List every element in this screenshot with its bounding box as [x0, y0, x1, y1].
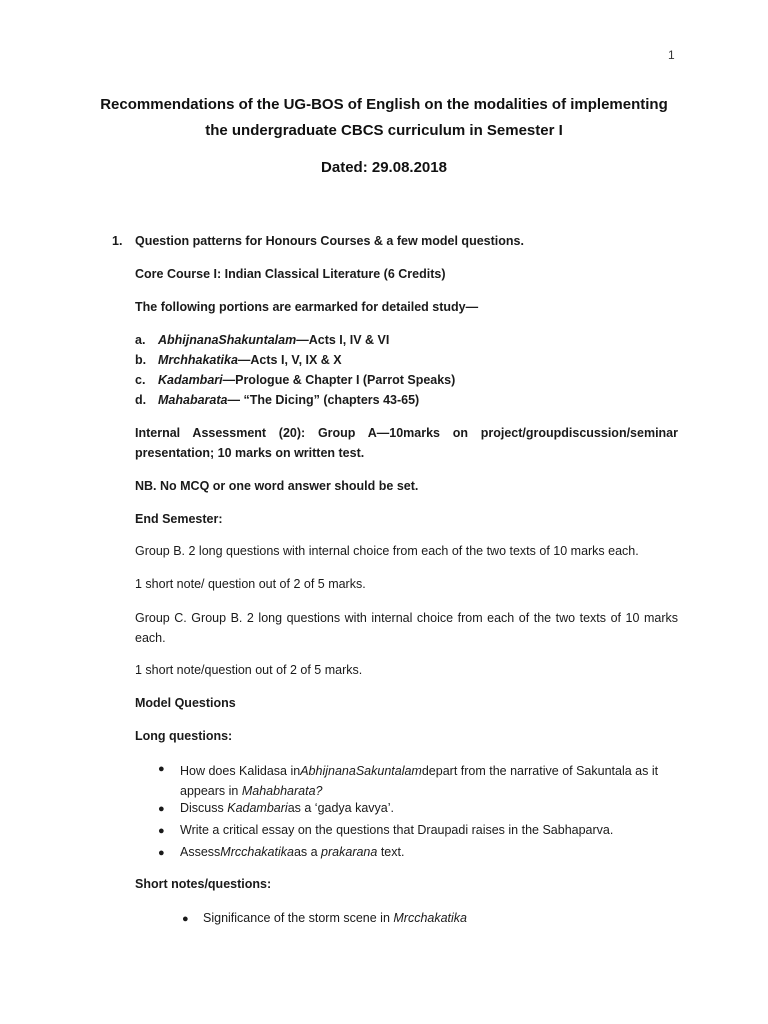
core-course-title: Core Course I: Indian Classical Literature (6 Credits) — [135, 267, 446, 281]
section-number: 1. — [112, 234, 123, 248]
short-note — [203, 911, 467, 925]
list-letter: d. — [135, 393, 147, 407]
group-b-text: Group B. 2 long questions with internal choice from each of the two texts of 10 marks each. — [135, 544, 639, 558]
portions-intro: The following portions are earmarked for detailed study— — [135, 300, 479, 314]
bullet-icon: ● — [158, 803, 165, 815]
bullet-icon: ● — [182, 913, 189, 925]
list-letter: a. — [135, 333, 146, 347]
document-title — [60, 92, 708, 144]
work-title: Mrcchakatika — [220, 845, 294, 859]
internal-assessment: Internal Assessment (20): Group A—10marks on project/groupdiscussion/seminar presentation; 10 marks on written test. — [135, 426, 678, 460]
question-text: Discuss — [180, 801, 228, 815]
document-date: Dated: 29.08.2018 — [321, 159, 447, 176]
title-line-2: the undergraduate CBCS curriculum in Semester I — [205, 122, 563, 139]
title-line-1: Recommendations of the UG-BOS of English on the modalities of implementing — [100, 96, 668, 113]
long-question: Write a critical essay on the questions that Draupadi raises in the Sabhaparva. — [180, 823, 614, 837]
long-question — [180, 845, 404, 859]
genre-term: prakarana — [321, 845, 378, 859]
list-letter: b. — [135, 353, 147, 367]
work-title: Mrcchakatika — [393, 911, 468, 925]
work-portion: —Acts I, IV & VI — [296, 333, 390, 347]
work-title: Mahabharata? — [241, 784, 323, 798]
bullet-icon: ● — [158, 847, 165, 859]
short-note-text: 1 short note/question out of 2 of 5 marks. — [135, 663, 363, 677]
short-notes-label: Short notes/questions: — [135, 877, 272, 891]
long-question — [180, 761, 678, 801]
note-text: Significance of the storm scene in — [203, 911, 394, 925]
bullet-icon: ● — [158, 763, 165, 775]
page-number: 1 — [668, 48, 675, 62]
group-c-text: Group C. Group B. 2 long questions with internal choice from each of the two texts of 10 marks each. — [135, 611, 678, 645]
question-text: text. — [377, 845, 405, 859]
end-semester-label: End Semester: — [135, 512, 223, 526]
question-text: as a ‘gadya kavya’. — [287, 801, 394, 815]
short-note-text: 1 short note/ question out of 2 of 5 marks. — [135, 577, 366, 591]
nb-note: NB. No MCQ or one word answer should be set. — [135, 479, 419, 493]
section-heading: Question patterns for Honours Courses & a few model questions. — [135, 234, 524, 248]
work-title: Kadambari — [158, 373, 223, 387]
bullet-icon: ● — [158, 825, 165, 837]
question-text: as a — [293, 845, 322, 859]
model-questions-label: Model Questions — [135, 696, 236, 710]
work-title: Kadambari — [227, 801, 288, 815]
work-title: AbhijnanaShakuntalam — [158, 333, 297, 347]
list-item — [158, 393, 419, 407]
question-text: How does Kalidasa in — [180, 764, 301, 778]
list-item — [158, 333, 389, 347]
work-title: Mrchhakatika — [158, 353, 238, 367]
question-text: Assess — [180, 845, 221, 859]
work-portion: — “The Dicing” (chapters 43-65) — [227, 393, 420, 407]
work-portion: —Acts I, V, IX & X — [237, 353, 342, 367]
list-item — [158, 373, 455, 387]
work-title: AbhijnanaSakuntalam — [300, 764, 422, 778]
question-text: depart from the narrative of Sakuntala as it appears in — [180, 764, 659, 798]
list-item — [158, 353, 342, 367]
list-letter: c. — [135, 373, 146, 387]
long-questions-label: Long questions: — [135, 729, 233, 743]
work-portion: —Prologue & Chapter I (Parrot Speaks) — [222, 373, 456, 387]
work-title: Mahabarata — [158, 393, 228, 407]
long-question — [180, 801, 394, 815]
